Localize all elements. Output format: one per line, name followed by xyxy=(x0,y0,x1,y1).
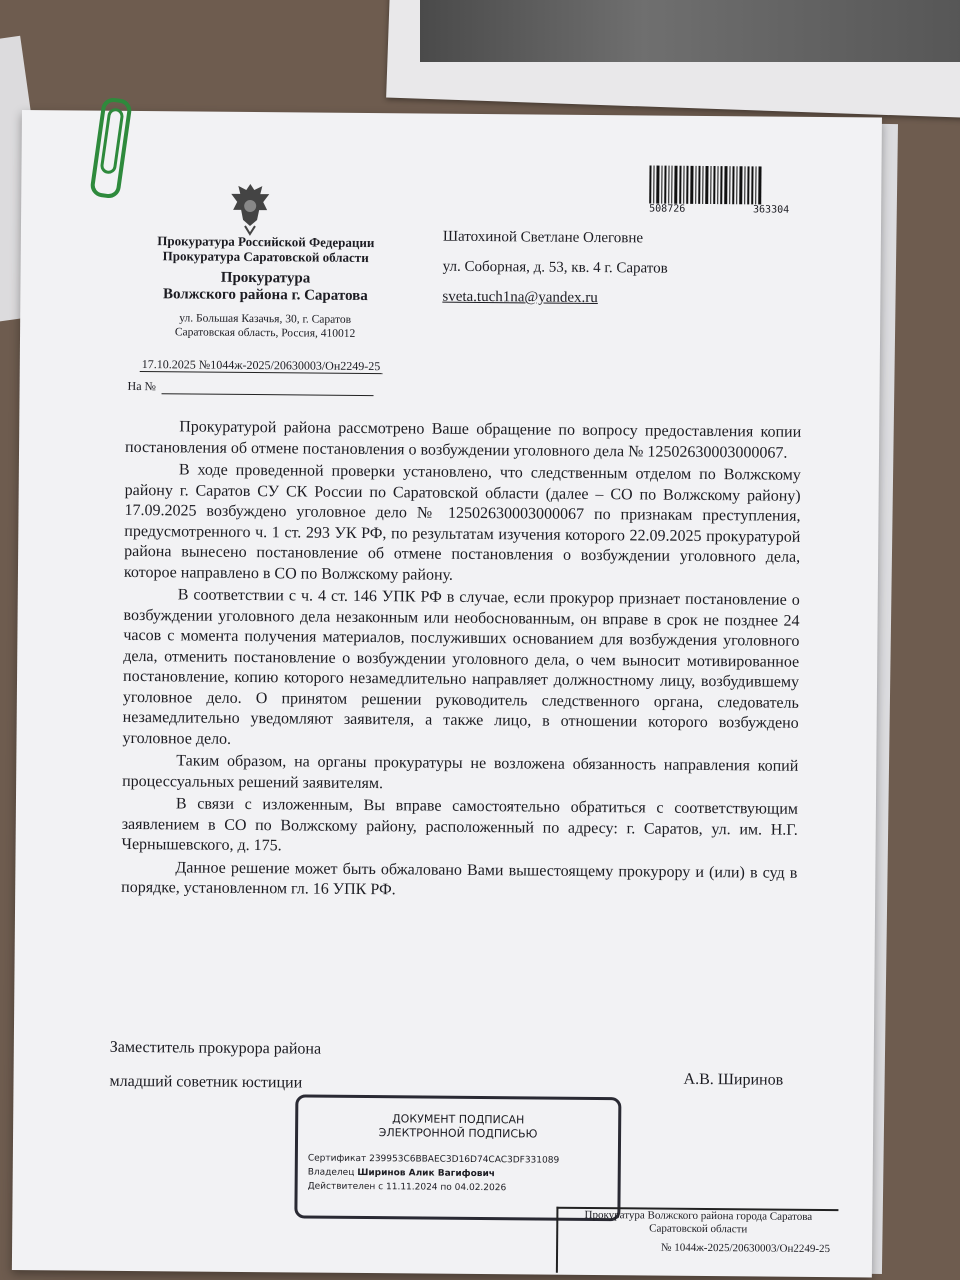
in-reply-line: На № xyxy=(128,379,375,396)
paragraph-3: В соответствии с ч. 4 ст. 146 УПК РФ в случае, если прокурор признает постановление о возбуждении уголовного дела незаконным или необоснованным, он вправе в срок не позднее 24 часов с момента получения материалов, послуживших основанием для возбуждения уголовного дела, отменить постановление о возбуждении уголовного дела, о чем выносит мотивированное постановление, копию которого незамедлительно направляет должностному лицу, возбудившему уголовное дело. О принятом решении руководитель следственного органа, следователь незамедлительно уведомляют заявителя, а также лицо, в отношении которого возбуждено уголовное дело. xyxy=(122,586,800,748)
recipient-block xyxy=(442,222,668,314)
sender-header xyxy=(120,233,411,342)
signer-block xyxy=(109,1031,321,1101)
coat-of-arms-icon xyxy=(227,180,273,236)
paragraph-1: Прокуратурой района рассмотрено Ваше обращение по вопросу предоставления копии постановления об отмене постановления о возбуждении уголовного дела № 12502630003000067. xyxy=(124,418,802,462)
address-line1: ул. Большая Казачья, 30, г. Саратов xyxy=(179,312,352,326)
address-line2: Саратовская область, Россия, 410012 xyxy=(174,326,356,340)
signer-rank: младший советник юстиции xyxy=(109,1072,303,1092)
electronic-signature-stamp xyxy=(294,1094,621,1221)
signer-name: А.В. Ширинов xyxy=(683,1070,784,1089)
signer-position: Заместитель прокурора района xyxy=(109,1038,322,1058)
paragraph-2: В ходе проведенной проверки установлено, что следственным отделом по Волжскому району г. Саратов СУ СК России по Саратовской области (далее – СО по Волжскому району) 17.09.2025 возбуждено уголовное дело № 12502630003000067 по признакам преступления, предусмотренного ч. 1 ст. 293 УК РФ, по результатам изучения которого 22.09.2025 прокуратурой района вынесено постановление об отмене постановления о возбуждении уголовного дела, которое направлено в СО по Волжскому району. xyxy=(123,461,801,584)
barcode xyxy=(649,165,789,215)
office-line1: Прокуратура xyxy=(220,269,311,287)
org-line2: Прокуратура Саратовской области xyxy=(162,248,369,266)
office-line2: Волжского района г. Саратова xyxy=(162,286,368,305)
reg-stamp-line2: Саратовской области xyxy=(649,1222,748,1236)
stamp-title-line1: ДОКУМЕНТ ПОДПИСАН xyxy=(392,1112,525,1127)
barcode-bars xyxy=(649,165,789,204)
outgoing-reference: 17.10.2025 №1044ж-2025/20630003/Он2249-25 xyxy=(140,357,383,374)
recipient-name: Шатохиной Светлане Олеговне xyxy=(442,228,644,247)
stamp-title-line2: ЭЛЕКТРОННОЙ ПОДПИСЬЮ xyxy=(378,1126,538,1141)
letter-body xyxy=(121,417,801,906)
stamp-validity: Действителен с 11.11.2024 по 04.02.2026 xyxy=(307,1181,507,1194)
reg-stamp-number: № 1044ж-2025/20630003/Он2249-25 xyxy=(660,1241,831,1256)
stamp-owner: Владелец Ширинов Алик Вагифович xyxy=(307,1167,496,1180)
background-photo xyxy=(420,0,960,62)
barcode-number-left: 508726 xyxy=(649,203,686,215)
recipient-email[interactable]: sveta.tuch1na@yandex.ru xyxy=(442,288,598,307)
recipient-address: ул. Соборная, д. 53, кв. 4 г. Саратов xyxy=(442,258,668,277)
registration-stamp xyxy=(556,1207,839,1275)
barcode-number-right: 363304 xyxy=(752,204,790,216)
letter-sheet xyxy=(12,110,882,1277)
paragraph-5: В связи с изложенным, Вы вправе самостоятельно обратиться с соответствующим заявлением в СО по Волжскому району, расположенный по адресу: г. Саратов, ул. им. Н.Г. Чернышевского, д. 175. xyxy=(121,795,799,855)
reg-stamp-line1: Прокуратура Волжского района города Саратова xyxy=(584,1208,813,1223)
org-line1: Прокуратура Российской Федерации xyxy=(157,233,375,251)
paragraph-4: Таким образом, на органы прокуратуры не возложена обязанность направления копий процессуальных решений заявителям. xyxy=(122,752,799,792)
stamp-certificate: Сертификат 239953C6BBAEC3D16D74CAC3DF331089 xyxy=(307,1153,560,1166)
paragraph-6: Данное решение может быть обжаловано Вами вышестоящему прокурору и (или) в суд в порядке, установленном гл. 16 УПК РФ. xyxy=(121,858,798,899)
